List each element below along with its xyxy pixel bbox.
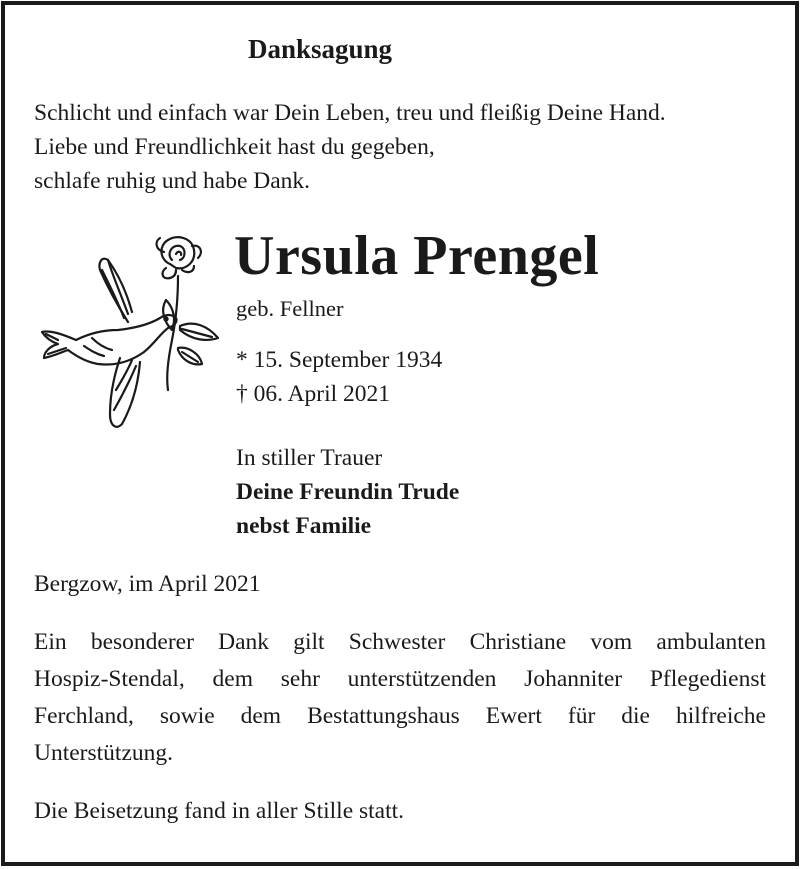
birth-date: * 15. September 1934 [236, 347, 443, 373]
notice-heading: Danksagung [247, 34, 393, 64]
death-date: † 06. April 2021 [236, 381, 391, 407]
deceased-name: Ursula Prengel [234, 225, 600, 287]
dove-with-rose-icon [32, 230, 222, 440]
mourning-intro: In stiller Trauer [236, 445, 383, 471]
mourners-block [236, 441, 459, 543]
verse-line: schlafe ruhig und habe Dank. [34, 168, 311, 194]
life-dates [236, 343, 442, 411]
maiden-name: geb. Fellner [236, 296, 344, 321]
thanks-line: Unterstützung. [34, 740, 174, 766]
verse-line: Liebe und Freundlichkeit hast du gegeben, [34, 134, 435, 160]
thanks-line: Ein besonderer Dank gilt Schwester Christiane vom ambulanten [34, 629, 766, 655]
rose-icon [157, 237, 201, 278]
memorial-verse [34, 96, 666, 198]
mourner-family: nebst Familie [236, 513, 372, 539]
burial-note: Die Beisetzung fand in aller Stille statt. [34, 798, 405, 824]
thanks-line: Ferchland, sowie dem Bestattungshaus Ewert für die hilfreiche [34, 703, 766, 729]
thanks-line: Hospiz-Stendal, dem sehr unterstützenden Johanniter Pflegedienst [34, 666, 766, 692]
verse-line: Schlicht und einfach war Dein Leben, treu und fleißig Deine Hand. [34, 100, 666, 126]
special-thanks [34, 624, 766, 772]
mourner-name: Deine Freundin Trude [236, 479, 460, 505]
place-and-date: Bergzow, im April 2021 [34, 571, 261, 597]
leaf-icon [163, 300, 218, 364]
